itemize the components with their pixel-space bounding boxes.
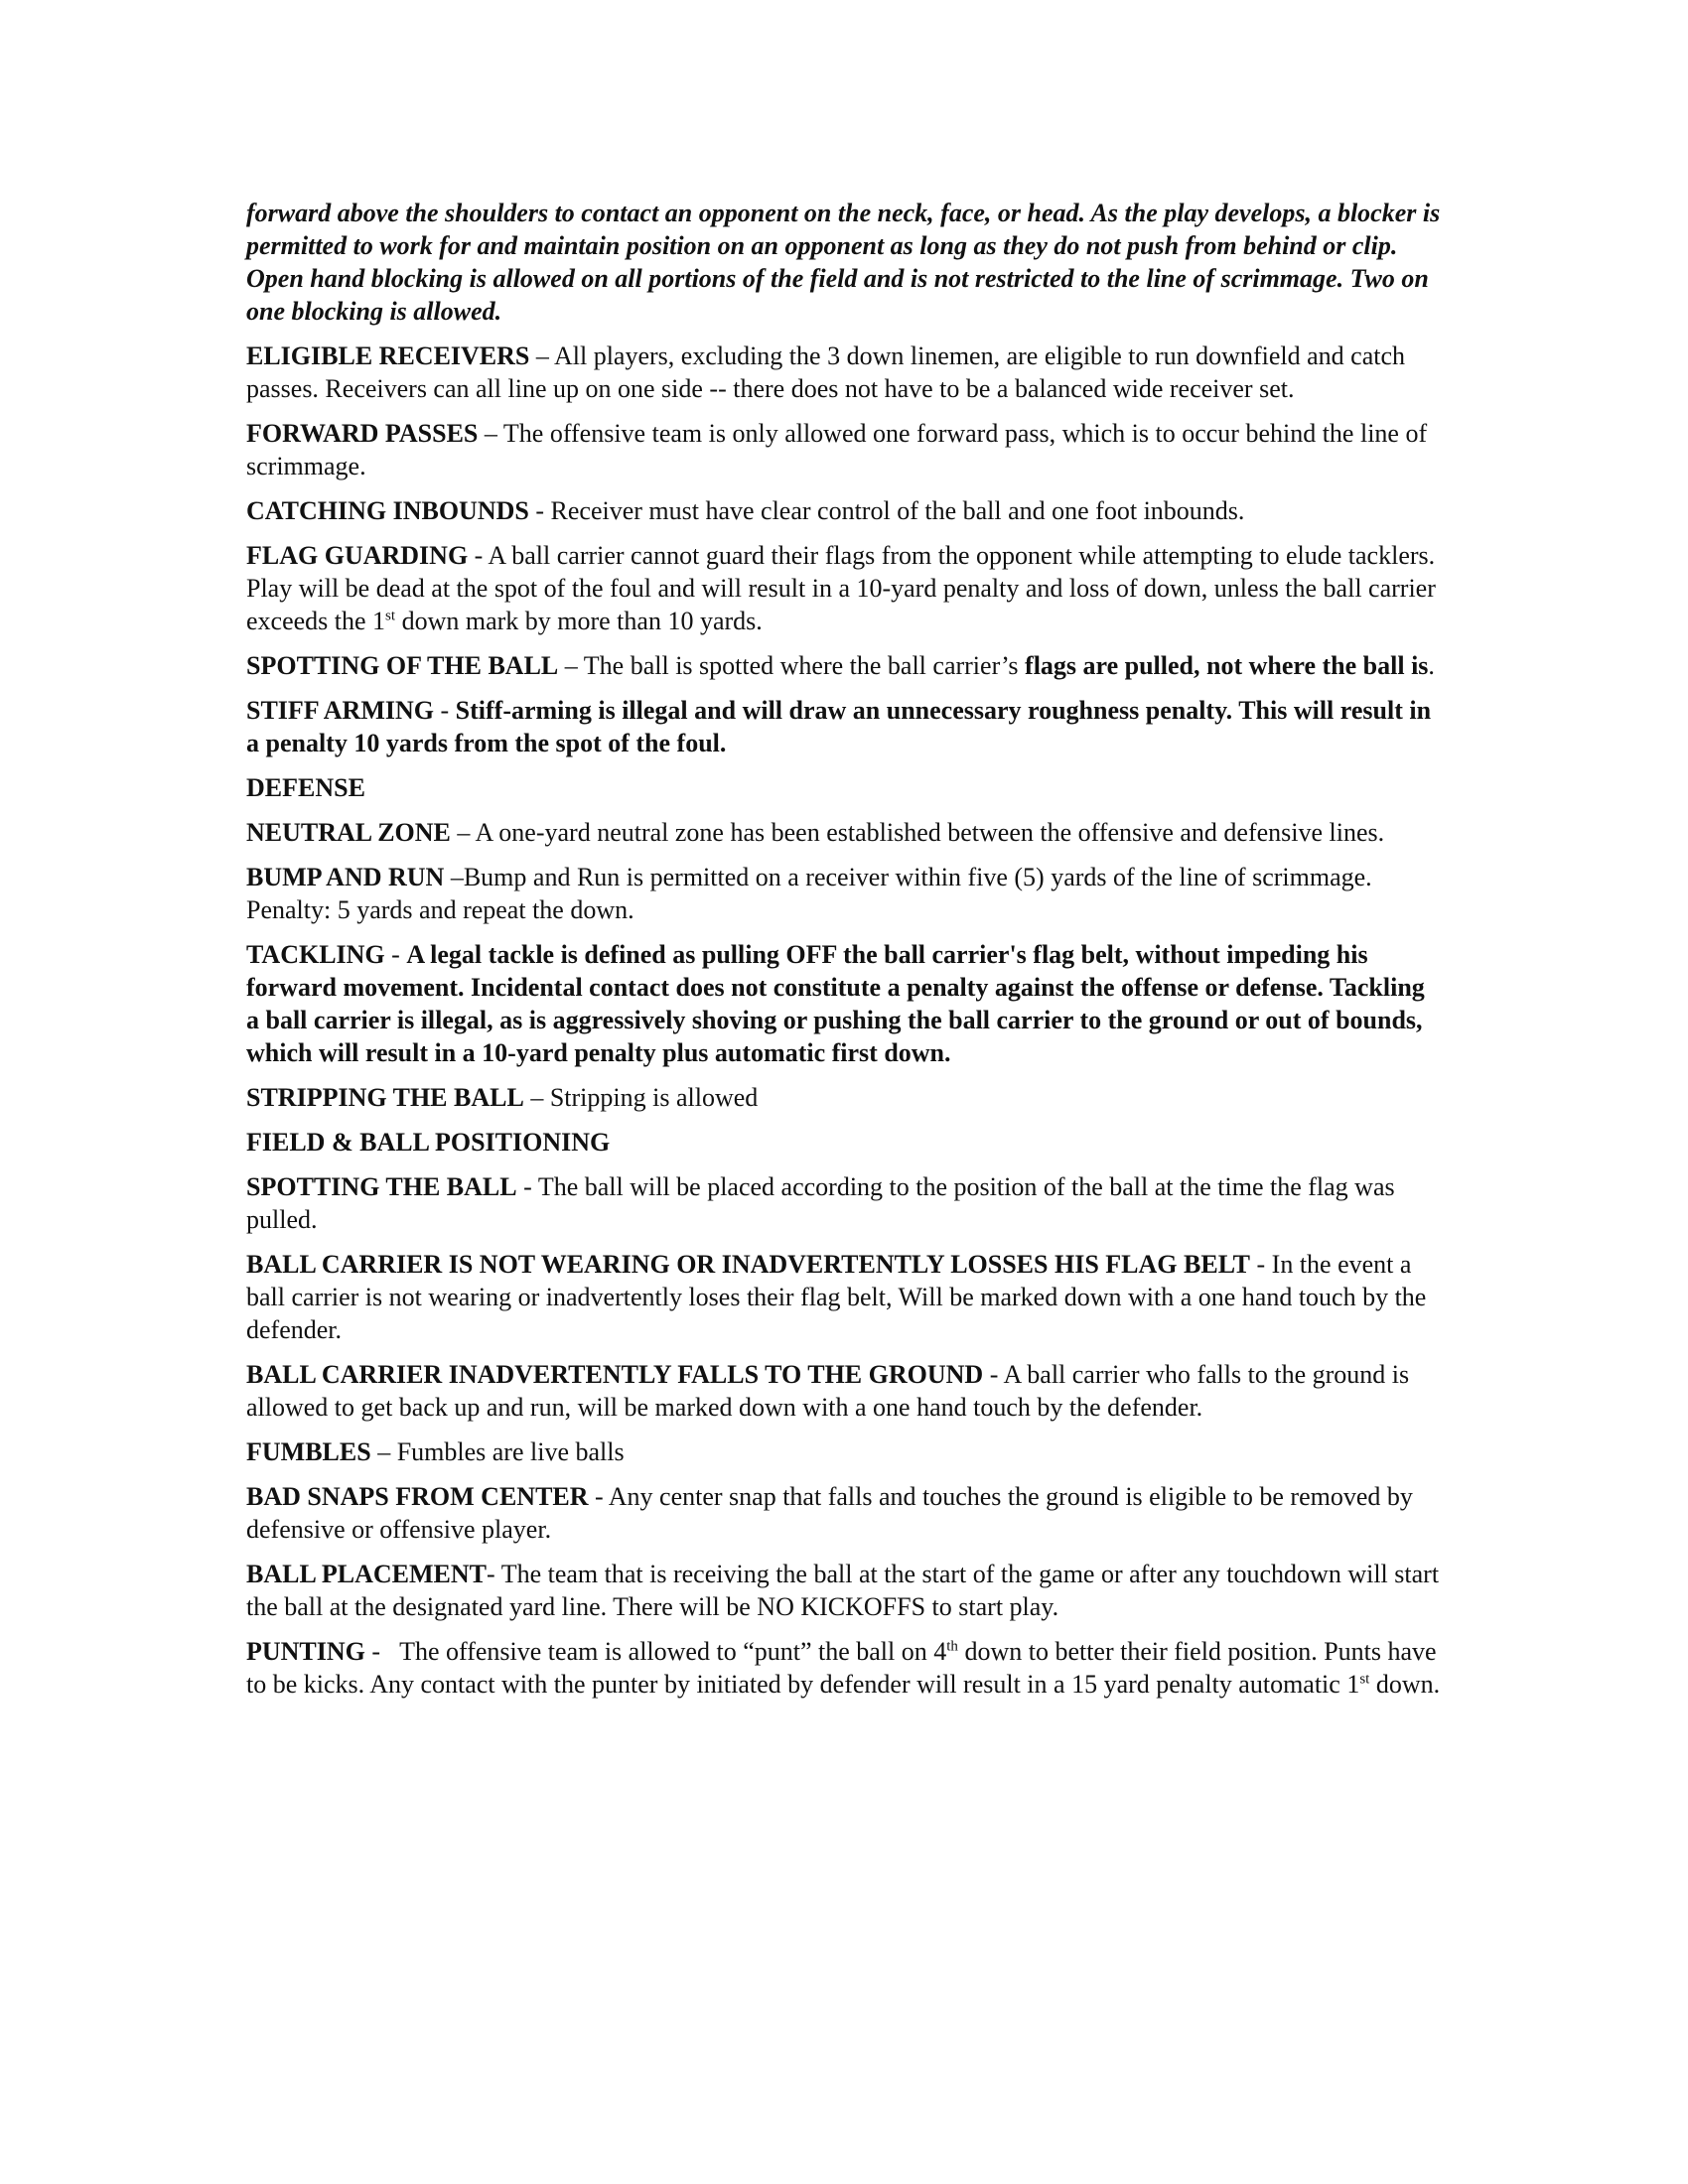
rule-term: PUNTING xyxy=(246,1637,365,1666)
rule-separator: – xyxy=(478,419,503,448)
rule-text: Receiver must have clear control of the ball and one foot inbounds. xyxy=(550,496,1245,525)
rule-term: NEUTRAL ZONE xyxy=(246,818,451,847)
ordinal-superscript: st xyxy=(1359,1671,1370,1688)
rule-separator: - xyxy=(1250,1250,1272,1279)
rule-fumbles xyxy=(246,1435,1443,1468)
rule-forward-passes xyxy=(246,417,1443,482)
rule-separator: - xyxy=(487,1560,501,1588)
rule-tackling xyxy=(246,938,1443,1069)
rule-bad-snaps xyxy=(246,1480,1443,1546)
rule-emphasis: A legal tackle is defined as pulling OFF the ball carrier's flag belt, without impeding his forward movement. Incidental contact does not constitute a penalty against the offense or defense. Tackling a ball carrier is illegal, as is aggressively shoving or pushing the ball carrier to the ground or out of bounds, which will result in a 10-yard penalty plus automatic first down. xyxy=(246,940,1425,1067)
rule-text: Any center snap that falls and touches the ground is eligible to be removed by defensive or offensive player. xyxy=(246,1482,1413,1544)
rule-term: FUMBLES xyxy=(246,1437,371,1466)
rule-text: Fumbles are live balls xyxy=(396,1437,625,1466)
section-heading-field-ball-positioning: FIELD & BALL POSITIONING xyxy=(246,1128,611,1157)
rule-separator: - xyxy=(588,1482,609,1511)
rule-catching-inbounds xyxy=(246,494,1443,527)
rule-spotting-of-the-ball xyxy=(246,649,1443,682)
rule-neutral-zone xyxy=(246,816,1443,849)
rule-separator: – xyxy=(444,863,464,891)
rule-separator: – xyxy=(450,818,476,847)
rule-text-middle: down to better their field position. Punts have to be kicks. Any contact with the punter by initiated by defender will result in a 15 yard penalty automatic 1 xyxy=(246,1637,1437,1699)
rule-text-end: down mark by more than 10 yards. xyxy=(395,607,763,635)
rule-separator: - xyxy=(516,1172,538,1201)
rule-term: BUMP AND RUN xyxy=(246,863,445,891)
rule-separator: – xyxy=(370,1437,397,1466)
rule-text: The ball will be placed according to the position of the ball at the time the flag was pulled. xyxy=(246,1172,1395,1234)
document-page xyxy=(246,197,1443,1712)
rule-eligible-receivers xyxy=(246,340,1443,405)
rule-text: A ball carrier cannot guard their flags from the opponent while attempting to elude tacklers. Play will be dead at the spot of the foul and will result in a 10-yard penalty and loss of down, unless the ball carrier exceeds the 1 xyxy=(246,541,1436,635)
rule-ball-carrier-falls xyxy=(246,1358,1443,1424)
rule-ball-carrier-not-wearing xyxy=(246,1248,1443,1346)
rule-text: In the event a ball carrier is not wearing or inadvertently loses their flag belt, Will be marked down with a one hand touch by the defender. xyxy=(246,1250,1427,1344)
rule-emphasis: flags are pulled, not where the ball is xyxy=(1025,651,1429,680)
rule-text: All players, excluding the 3 down linemen, are eligible to run downfield and catch passes. Receivers can all line up on one side -- there does not have to be a balanced wide receiver set. xyxy=(246,341,1405,403)
ordinal-superscript: st xyxy=(385,608,396,624)
rule-term: ELIGIBLE RECEIVERS xyxy=(246,341,530,370)
rule-bump-and-run xyxy=(246,861,1443,926)
rule-text-end: down. xyxy=(1369,1670,1441,1699)
rule-separator: - xyxy=(468,541,489,570)
rule-term: STIFF ARMING xyxy=(246,696,434,725)
rule-term: STRIPPING THE BALL xyxy=(246,1083,524,1112)
rule-term: BALL PLACEMENT xyxy=(246,1560,487,1588)
ordinal-superscript: th xyxy=(946,1638,958,1655)
rule-separator: - xyxy=(434,696,456,725)
rule-term: CATCHING INBOUNDS xyxy=(246,496,529,525)
rule-text: A ball carrier who falls to the ground is allowed to get back up and run, will be marked down with a one hand touch by the defender. xyxy=(246,1360,1410,1422)
rule-separator: – xyxy=(558,651,584,680)
rule-separator: - xyxy=(384,940,407,969)
rule-separator: – xyxy=(523,1083,550,1112)
rule-spotting-the-ball xyxy=(246,1170,1443,1236)
rule-term: BALL CARRIER INADVERTENTLY FALLS TO THE GROUND xyxy=(246,1360,984,1389)
rule-stripping-the-ball xyxy=(246,1081,1443,1114)
rule-separator: - xyxy=(364,1637,400,1666)
rule-term: FLAG GUARDING xyxy=(246,541,469,570)
rule-term: BALL CARRIER IS NOT WEARING OR INADVERTENTLY LOSSES HIS FLAG BELT xyxy=(246,1250,1250,1279)
rule-punting xyxy=(246,1635,1443,1701)
rule-emphasis: Stiff-arming is illegal and will draw an unnecessary roughness penalty. This will result in a penalty 10 yards from the spot of the foul. xyxy=(246,696,1432,757)
rule-separator: – xyxy=(529,341,554,370)
rule-text: Stripping is allowed xyxy=(549,1083,759,1112)
rule-flag-guarding xyxy=(246,539,1443,637)
rule-term: SPOTTING OF THE BALL xyxy=(246,651,559,680)
rule-term: TACKLING xyxy=(246,940,385,969)
rule-term: BAD SNAPS FROM CENTER xyxy=(246,1482,589,1511)
rule-text-end: . xyxy=(1428,651,1435,680)
rule-term: FORWARD PASSES xyxy=(246,419,479,448)
rule-separator: - xyxy=(983,1360,1004,1389)
rule-separator: - xyxy=(528,496,551,525)
section-heading-defense: DEFENSE xyxy=(246,773,365,802)
blocking-continuation: forward above the shoulders to contact an opponent on the neck, face, or head. As the play develops, a blocker is permitted to work for and maintain position on an opponent as long as they do not push from behind or clip. Open hand blocking is allowed on all portions of the field and is not restricted to the line of scrimmage. Two on one blocking is allowed. xyxy=(246,199,1441,326)
rule-text: The team that is receiving the ball at the start of the game or after any touchdown will start the ball at the designated yard line. There will be NO KICKOFFS to start play. xyxy=(246,1560,1440,1621)
rule-text: The ball is spotted where the ball carrier’s xyxy=(583,651,1026,680)
rule-text: The offensive team is only allowed one forward pass, which is to occur behind the line of scrimmage. xyxy=(246,419,1428,480)
rule-text: The offensive team is allowed to “punt” the ball on 4 xyxy=(399,1637,947,1666)
rule-term: SPOTTING THE BALL xyxy=(246,1172,517,1201)
rule-ball-placement xyxy=(246,1558,1443,1623)
rule-text: A one-yard neutral zone has been established between the offensive and defensive lines. xyxy=(475,818,1385,847)
rule-text: Bump and Run is permitted on a receiver within five (5) yards of the line of scrimmage. Penalty: 5 yards and repeat the down. xyxy=(246,863,1372,924)
rule-stiff-arming xyxy=(246,694,1443,759)
